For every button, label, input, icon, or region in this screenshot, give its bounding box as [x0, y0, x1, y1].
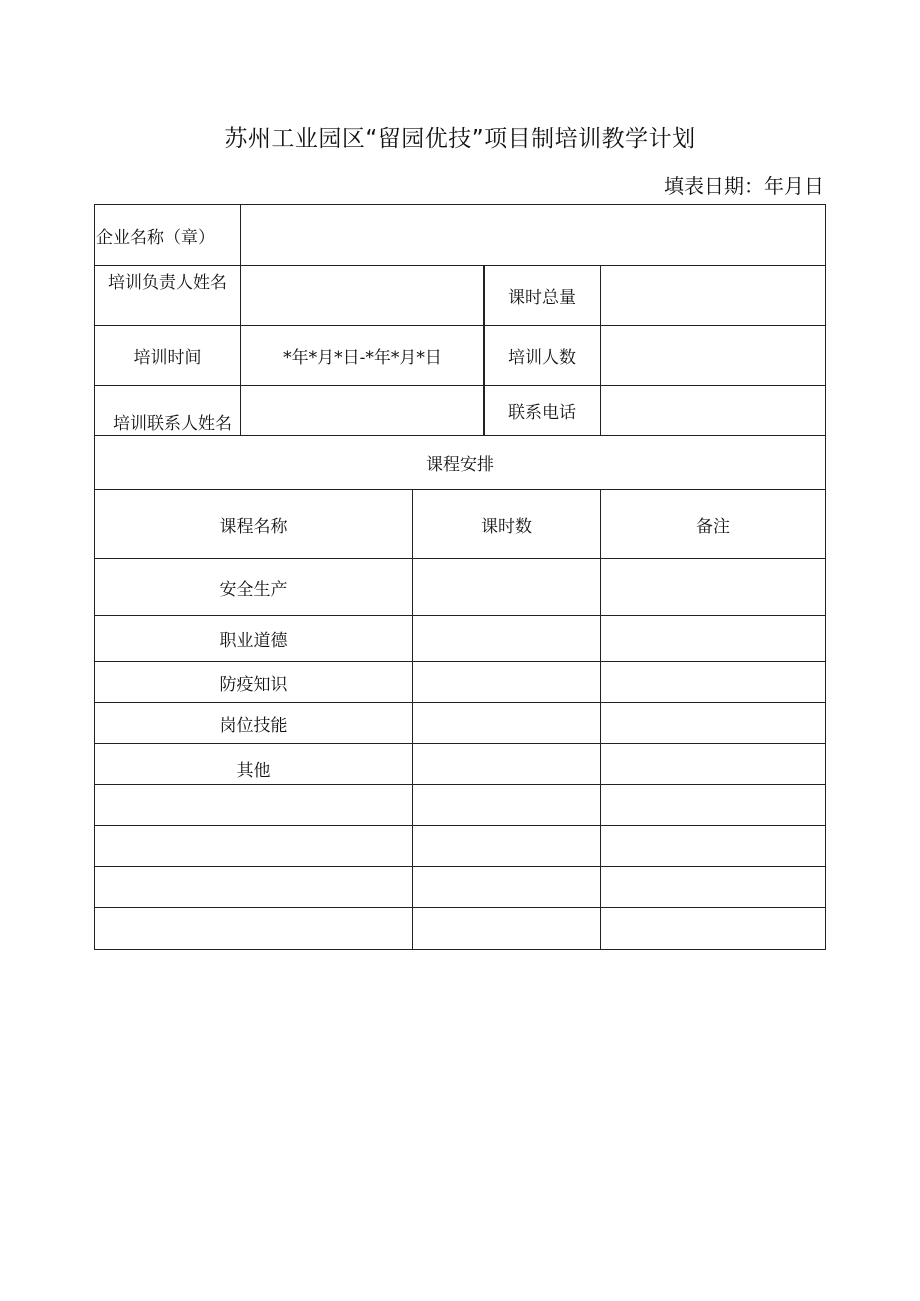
- course-remarks-cell[interactable]: [600, 866, 826, 908]
- course-remarks-cell[interactable]: [600, 661, 826, 703]
- document-title: 苏州工业园区“留园优技”项目制培训教学计划: [224, 126, 696, 152]
- total-hours-label: 课时总量: [483, 265, 601, 326]
- training-manager-label: 培训负责人姓名: [94, 265, 241, 326]
- company-name-value[interactable]: [240, 204, 826, 266]
- contact-name-label: 培训联系人姓名: [94, 385, 241, 436]
- course-name-cell[interactable]: 岗位技能: [94, 702, 413, 744]
- training-time-label: 培训时间: [94, 325, 241, 386]
- course-remarks-cell[interactable]: [600, 784, 826, 826]
- course-name-cell[interactable]: [94, 907, 413, 950]
- course-name-cell[interactable]: 安全生产: [94, 558, 413, 616]
- column-header-remarks: 备注: [600, 489, 826, 559]
- company-name-label: 企业名称（章）: [94, 204, 241, 266]
- course-hours-cell[interactable]: [412, 866, 601, 908]
- course-name-cell[interactable]: 其他: [94, 743, 413, 785]
- column-header-course-name: 课程名称: [94, 489, 413, 559]
- course-hours-cell[interactable]: [412, 784, 601, 826]
- total-hours-value[interactable]: [600, 265, 826, 326]
- course-name-cell[interactable]: 职业道德: [94, 615, 413, 662]
- course-remarks-cell[interactable]: [600, 825, 826, 867]
- contact-name-value[interactable]: [240, 385, 485, 436]
- course-hours-cell[interactable]: [412, 558, 601, 616]
- training-time-value[interactable]: *年*月*日-*年*月*日: [240, 325, 485, 386]
- course-hours-cell[interactable]: [412, 907, 601, 950]
- phone-value[interactable]: [600, 385, 826, 436]
- trainee-count-label: 培训人数: [483, 325, 601, 386]
- course-remarks-cell[interactable]: [600, 615, 826, 662]
- course-name-cell[interactable]: [94, 866, 413, 908]
- training-manager-value[interactable]: [240, 265, 485, 326]
- course-remarks-cell[interactable]: [600, 702, 826, 744]
- phone-label: 联系电话: [483, 385, 601, 436]
- course-hours-cell[interactable]: [412, 615, 601, 662]
- course-remarks-cell[interactable]: [600, 558, 826, 616]
- course-remarks-cell[interactable]: [600, 907, 826, 950]
- course-hours-cell[interactable]: [412, 702, 601, 744]
- course-hours-cell[interactable]: [412, 825, 601, 867]
- course-hours-cell[interactable]: [412, 661, 601, 703]
- training-plan-table: [94, 204, 826, 950]
- course-name-cell[interactable]: 防疫知识: [94, 661, 413, 703]
- course-name-cell[interactable]: [94, 825, 413, 867]
- fill-date: 填表日期：年月日: [664, 174, 824, 198]
- schedule-section-title: 课程安排: [94, 435, 826, 490]
- trainee-count-value[interactable]: [600, 325, 826, 386]
- course-remarks-cell[interactable]: [600, 743, 826, 785]
- column-header-hours: 课时数: [412, 489, 601, 559]
- course-hours-cell[interactable]: [412, 743, 601, 785]
- course-name-cell[interactable]: [94, 784, 413, 826]
